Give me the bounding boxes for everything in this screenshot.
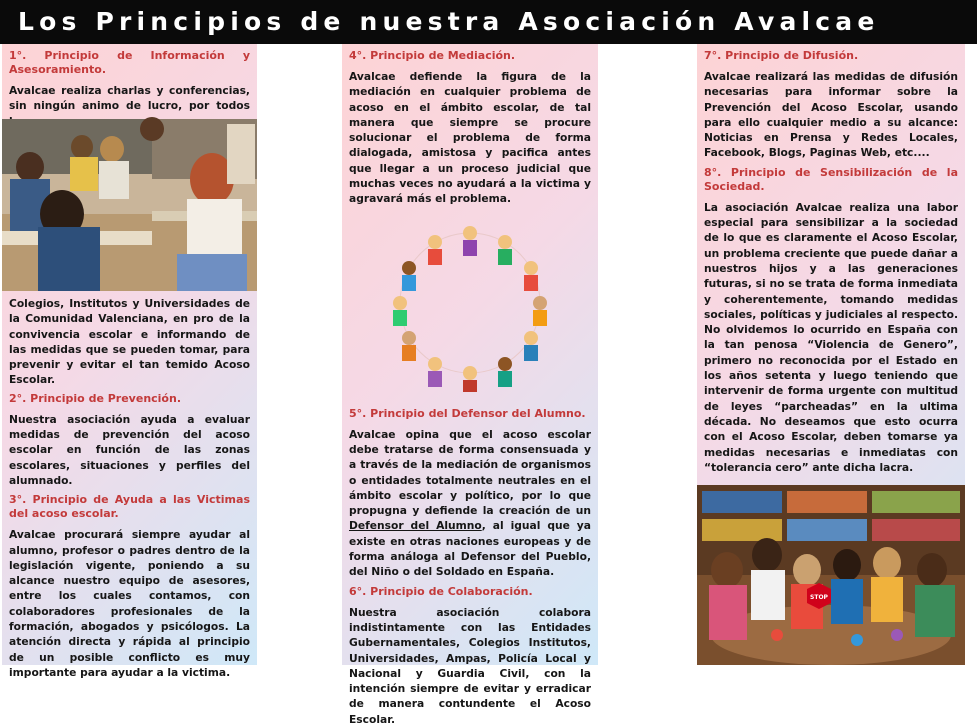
principle-3-heading: 3°. Principio de Ayuda a las Victimas del acoso escolar.	[9, 493, 250, 521]
principle-7-heading: 7°. Principio de Difusión.	[704, 49, 859, 62]
students-library-photo	[697, 485, 965, 665]
principle-6-text: Nuestra asociación colabora indistintamente con las Entidades Gubernamentales, Colegios Institutos, Universidades, Ampas, Policía Local y Nacional y Guardia Civil, con la intención siempre de evitar y erradicar de manera contundente el Acoso Escolar.	[349, 605, 591, 726]
principle-2-text: Nuestra asociación ayuda a evaluar medidas de prevención del acoso escolar en función de las zonas escolares, situaciones y perfiles del alumnado.	[9, 412, 250, 487]
classroom-photo	[2, 119, 257, 291]
principle-7-text: Avalcae realizará las medidas de difusión necesarias para informar sobre la Prevención del Acoso Escolar, usando para ello cualquier medio a su alcance: Noticias en Prensa y Redes Locales, Facebook, Blogs, Paginas Web, etc....	[704, 70, 958, 160]
principle-1-text-bottom: Colegios, Institutos y Universidades de la Comunidad Valenciana, en pro de la convivencia escolar e informando de las medidas que se pueden tomar, para prevenir y evitar el tan temido Acoso Escolar.	[9, 297, 250, 387]
principle-4-text: Avalcae defiende la figura de la mediación en cualquier problema de acoso en el ámbito escolar, de tal manera que siempre se procure solucionar el problema de forma dialogada, amistosa y pacifica antes que llegar a un proceso judicial que muchas veces no ayudará a la victima y agravará más el problema.	[349, 70, 591, 206]
principle-6-heading: 6°. Principio de Colaboración.	[349, 584, 533, 598]
principle-3-text: Avalcae procurará siempre ayudar al alumno, profesor o padres dentro de la legislación vigente, poniendo a su alcance nuestro equipo de asesores, entre los cuales contamos, con colaboradores profesionales de la formación, abogados y psicólogos. La atención directa y rápida al principio de un posible conflicto es muy importante para ayudar a la victima.	[9, 528, 250, 679]
principle-1-heading: 1°. Principio de Información y Asesoramiento.	[9, 49, 250, 76]
principle-8-text: La asociación Avalcae realiza una labor especial para sensibilizar a la sociedad de lo que es claramente el Acoso Escolar, un problema creciente que puede dañar a nuestros hijos y a las generaciones futuras, si no se trata de forma inmediata y coherentemente, tomando medidas sociales, políticas y judiciales al respecto. No olvidemos lo ocurrido en España con la tan penosa “Violencia de Genero”, primero no reconocida por el Estado en los años setenta y luego teniendo que intervenir de forma urgente con multitud de leyes “parcheadas” en la ultima década. No deseamos que esto ocurra con el Acoso Escolar, deben tomarse ya medidas necesarias e inmediatas con “tolerancia cero” ante dicha lacra.	[704, 200, 958, 474]
principle-4-heading: 4°. Principio de Mediación.	[349, 49, 516, 62]
defensor-del-alumno-link[interactable]: Defensor del Alumno	[349, 519, 482, 533]
page-banner	[0, 0, 977, 44]
principle-2-heading: 2°. Principio de Prevención.	[9, 391, 182, 405]
principle-1-text-top: Avalcae realiza charlas y conferencias, sin ningún animo de lucro, por todos	[9, 84, 250, 113]
principle-5-text-b: , al igual que ya existe en otras naciones europeas y de forma análoga al Defensor del Pueblo, del Niño o del Soldado en España.	[349, 519, 591, 579]
column-middle	[342, 44, 598, 726]
children-circle-illustration	[342, 215, 598, 395]
principle-5-heading: 5°. Principio del Defensor del Alumno.	[349, 406, 586, 420]
banner-title: Los Principios de nuestra Asociación Avalcae	[18, 7, 880, 36]
column-right	[697, 44, 965, 665]
principle-5-text-a: Avalcae opina que el acoso escolar debe tratarse de forma consensuada y a través de la mediación de organismos o entidades totalmente neutrales en el ámbito escolar y político, por lo que propugna y defiende la creación de un	[349, 427, 591, 518]
column-left	[2, 44, 257, 679]
stop-sign-text: STOP	[810, 594, 828, 602]
principle-8-heading: 8°. Principio de Sensibilización de la Sociedad.	[704, 165, 958, 193]
principle-5-text	[342, 427, 598, 580]
